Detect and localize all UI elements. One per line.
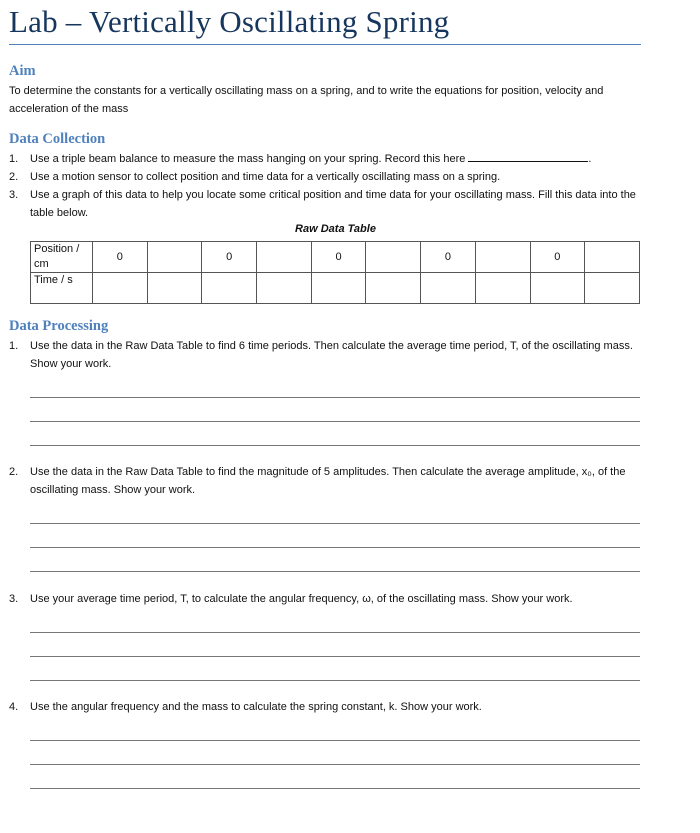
collection-item-3 (9, 186, 641, 222)
time-label: Time / s (31, 273, 93, 304)
answer-line[interactable] (30, 740, 640, 741)
position-cell[interactable] (366, 242, 421, 273)
answer-line[interactable] (30, 421, 640, 422)
position-cell[interactable]: 0 (202, 242, 257, 273)
raw-data-table (30, 241, 640, 304)
raw-data-table-caption: Raw Data Table (295, 223, 376, 235)
time-cell[interactable] (202, 273, 257, 304)
title-underline (9, 44, 641, 45)
collection-item-1 (9, 150, 641, 168)
time-cell[interactable] (93, 273, 148, 304)
item-number: 1. (9, 340, 19, 352)
item-text: Use a graph of this data to help you locate some critical position and time data for your oscillating mass. Fill this data into the table below. (30, 189, 636, 219)
processing-item-1 (9, 337, 641, 373)
item-number: 1. (9, 153, 19, 165)
item-text: Use a motion sensor to collect position and time data for a vertically oscillating mass on a spring. (30, 171, 501, 183)
time-row (31, 273, 640, 304)
item-number: 2. (9, 466, 19, 478)
document-title: Lab – Vertically Oscillating Spring (9, 4, 450, 39)
item-text: Use a triple beam balance to measure the mass hanging on your spring. Record this here (30, 153, 469, 165)
aim-text: To determine the constants for a vertically oscillating mass on a spring, and to write the equations for position, velocity and acceleration of the mass (9, 85, 604, 115)
answer-line[interactable] (30, 764, 640, 765)
item-number: 3. (9, 593, 19, 605)
item-text: Use the angular frequency and the mass to calculate the spring constant, k. Show your work. (30, 701, 482, 713)
item-number: 4. (9, 701, 19, 713)
time-cell[interactable] (147, 273, 202, 304)
position-cell[interactable]: 0 (311, 242, 366, 273)
answer-line[interactable] (30, 680, 640, 681)
position-cell[interactable]: 0 (93, 242, 148, 273)
position-label: Position / cm (31, 242, 93, 273)
answer-line[interactable] (30, 632, 640, 633)
time-cell[interactable] (421, 273, 476, 304)
item-text: Use the data in the Raw Data Table to find 6 time periods. Then calculate the average time period, T, of the oscillating mass. Show your work. (30, 340, 633, 370)
position-cell[interactable] (585, 242, 640, 273)
position-cell[interactable] (475, 242, 530, 273)
time-cell[interactable] (585, 273, 640, 304)
time-cell[interactable] (257, 273, 312, 304)
aim-heading: Aim (9, 63, 36, 79)
position-cell[interactable]: 0 (421, 242, 476, 273)
item-suffix: . (588, 153, 592, 165)
item-text: Use your average time period, T, to calculate the angular frequency, ω, of the oscillating mass. Show your work. (30, 593, 573, 605)
item-number: 3. (9, 189, 19, 201)
processing-item-2 (9, 463, 641, 499)
time-cell[interactable] (530, 273, 585, 304)
answer-line[interactable] (30, 397, 640, 398)
collection-item-2 (9, 168, 641, 186)
answer-line[interactable] (30, 547, 640, 548)
time-cell[interactable] (311, 273, 366, 304)
position-cell[interactable]: 0 (530, 242, 585, 273)
data-collection-heading: Data Collection (9, 131, 106, 147)
answer-line[interactable] (30, 571, 640, 572)
position-row (31, 242, 640, 273)
position-cell[interactable] (147, 242, 202, 273)
position-cell[interactable] (257, 242, 312, 273)
time-cell[interactable] (475, 273, 530, 304)
answer-line[interactable] (30, 656, 640, 657)
answer-line[interactable] (30, 788, 640, 789)
answer-line[interactable] (30, 445, 640, 446)
processing-item-4 (9, 698, 641, 716)
time-cell[interactable] (366, 273, 421, 304)
data-processing-heading: Data Processing (9, 318, 109, 334)
mass-blank-line[interactable] (468, 151, 588, 162)
item-number: 2. (9, 171, 19, 183)
item-text: Use the data in the Raw Data Table to find the magnitude of 5 amplitudes. Then calculate the average amplitude, x₀, of the oscillating mass. Show your work. (30, 466, 626, 496)
answer-line[interactable] (30, 523, 640, 524)
processing-item-3 (9, 590, 641, 608)
